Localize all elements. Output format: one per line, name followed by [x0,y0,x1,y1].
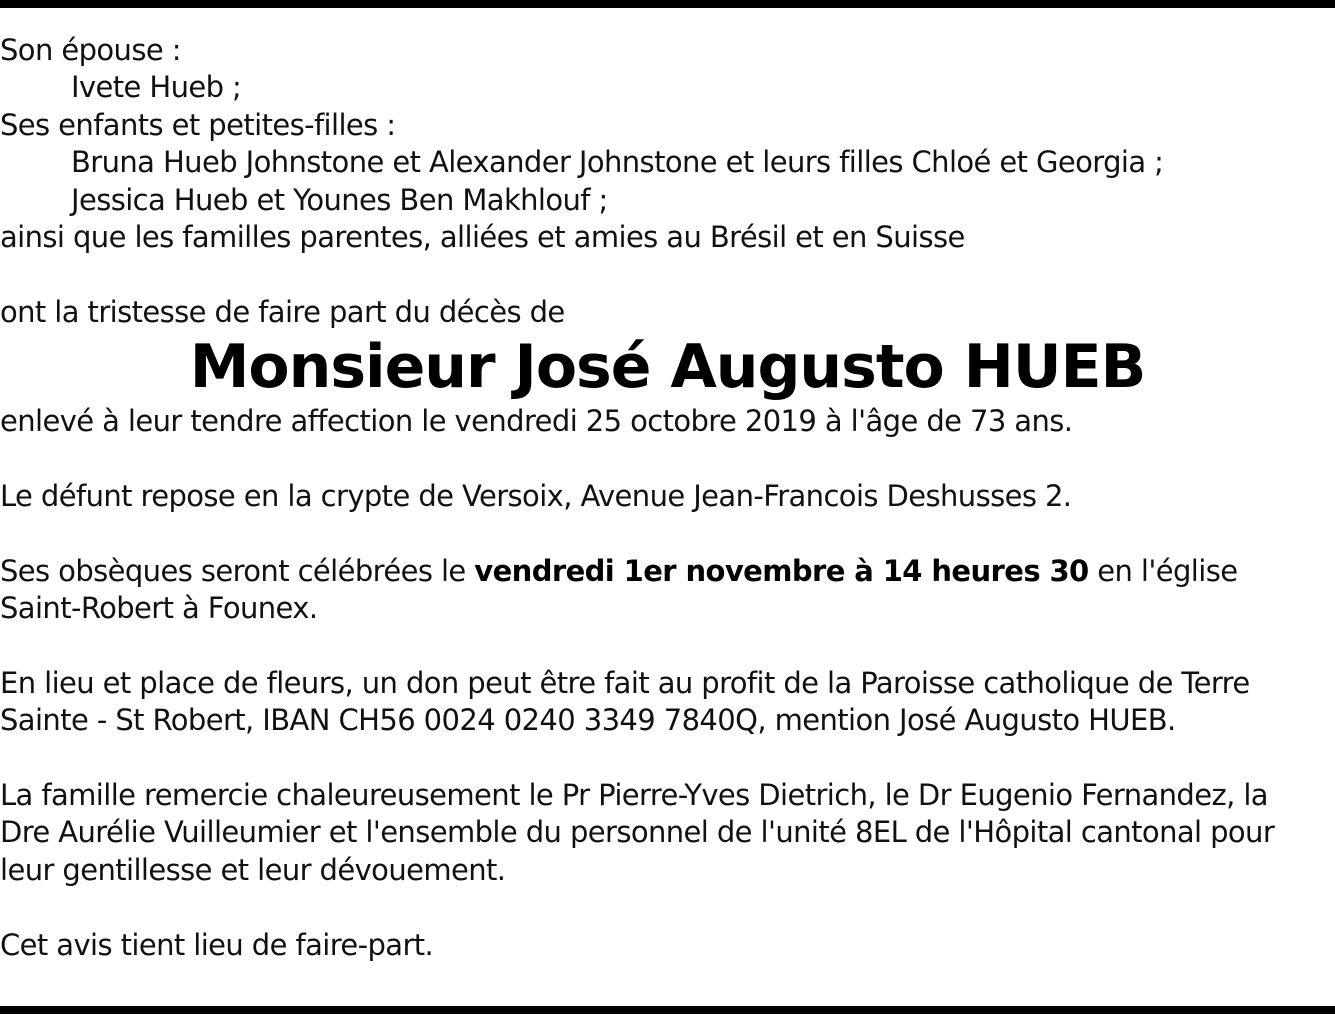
thanks-line-2: Dre Aurélie Vuilleumier et l'ensemble du personnel de l'unité 8EL de l'Hôpital cantonal pour [0,815,1275,850]
bottom-border-rule [0,1006,1335,1014]
child-line-1: Bruna Hueb Johnstone et Alexander Johnstone et leurs filles Chloé et Georgia ; [71,145,1164,180]
children-header: Ses enfants et petites-filles : [0,107,396,142]
families-line: ainsi que les familles parentes, alliées et amies au Brésil et en Suisse [0,219,965,254]
spacer [0,256,1335,293]
spacer [0,740,1335,777]
funeral-suffix: en l'église [1088,553,1238,588]
top-border-rule [0,0,1335,8]
funeral-place: Saint-Robert à Founex. [0,591,318,626]
death-notice [0,32,1335,964]
closing-line: Cet avis tient lieu de faire-part. [0,927,434,962]
donation-line-2: Sainte - St Robert, IBAN CH56 0024 0240 3349 7840Q, mention José Augusto HUEB. [0,703,1176,738]
repose-line: Le défunt repose en la crypte de Versoix, Avenue Jean-Francois Deshusses 2. [0,478,1072,513]
donation-line-1: En lieu et place de fleurs, un don peut être fait au profit de la Paroisse catholique de Terre [0,665,1250,700]
spacer [0,627,1335,664]
funeral-datetime: vendredi 1er novembre à 14 heures 30 [474,553,1089,588]
spouse-name: Ivete Hueb ; [71,70,242,105]
spacer [0,889,1335,926]
spacer [0,515,1335,552]
death-line: enlevé à leur tendre affection le vendredi 25 octobre 2019 à l'âge de 73 ans. [0,404,1073,439]
deceased-name: Monsieur José Augusto HUEB [189,332,1146,403]
child-line-2: Jessica Hueb et Younes Ben Makhlouf ; [71,182,608,217]
spacer [0,441,1335,478]
spouse-header: Son épouse : [0,33,181,67]
funeral-prefix: Ses obsèques seront célébrées le [0,553,475,588]
thanks-line-3: leur gentillesse et leur dévouement. [0,852,506,887]
funeral-line [0,553,1335,590]
thanks-line-1: La famille remercie chaleureusement le Pr Pierre-Yves Dietrich, le Dr Eugenio Fernandez, la [0,778,1268,813]
announcement: ont la tristesse de faire part du décès de [0,294,565,329]
